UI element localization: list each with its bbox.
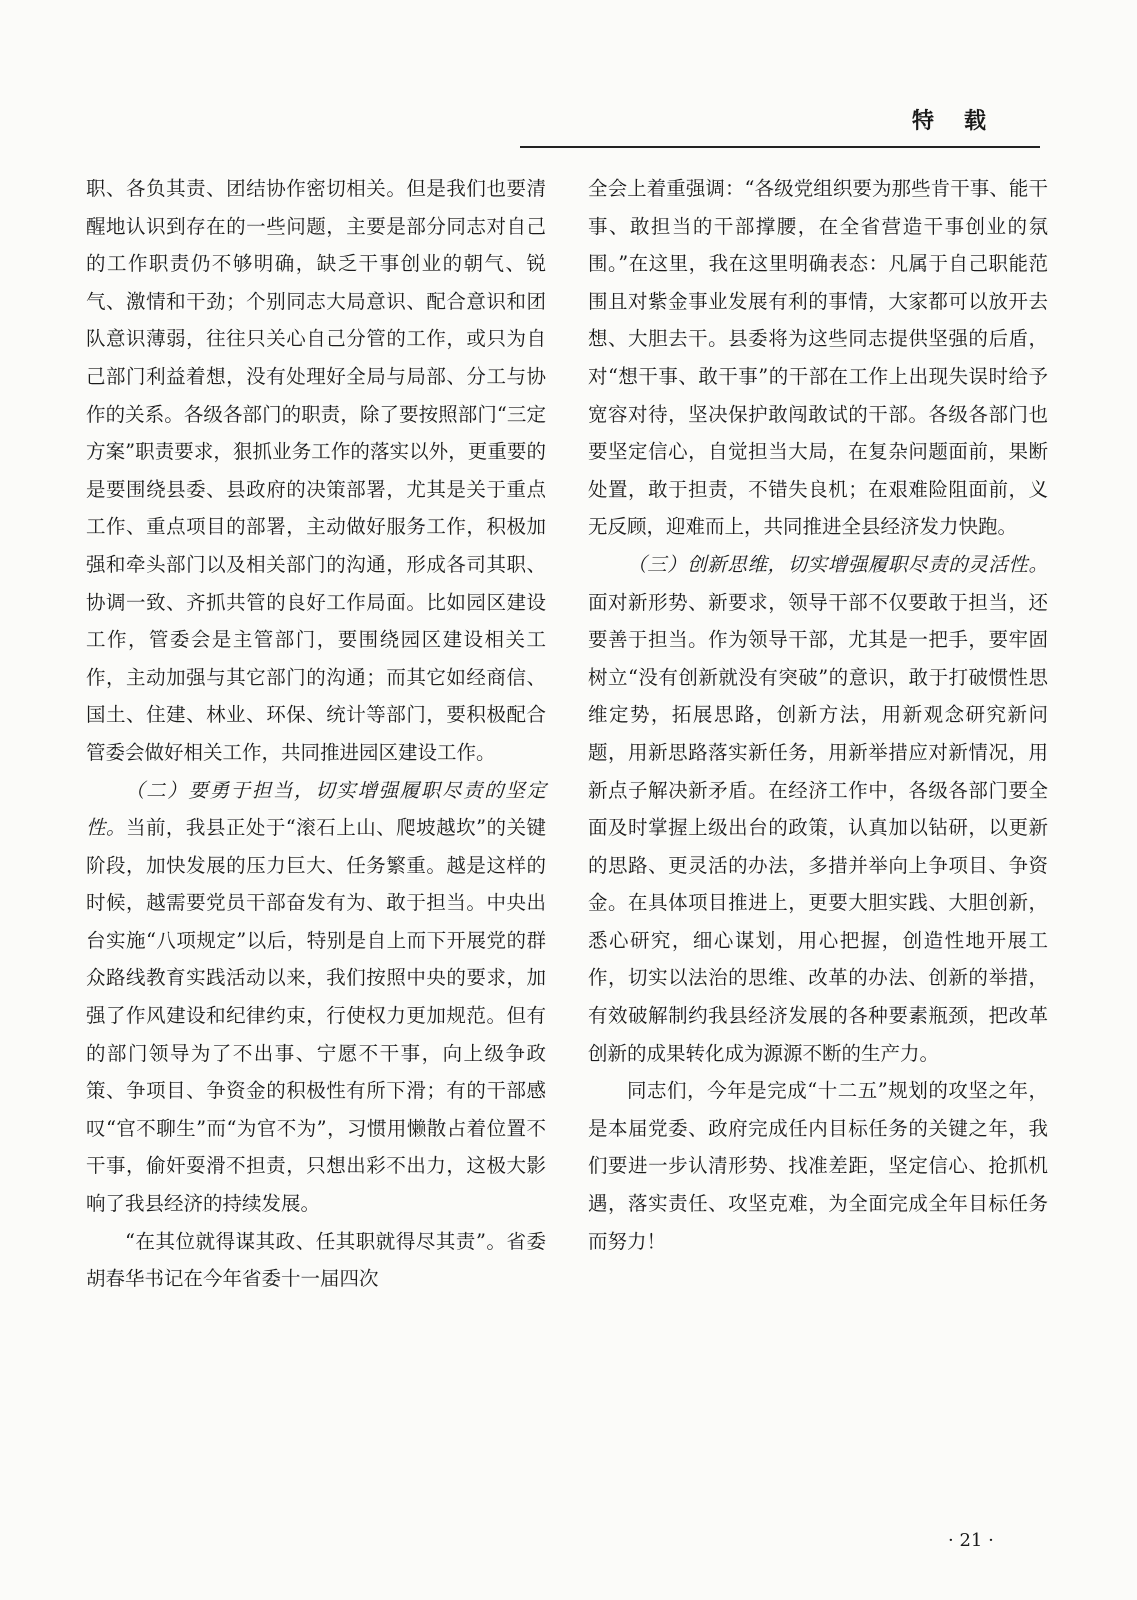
paragraph-section-two [86,772,546,1223]
paragraph-section-three [588,546,1048,1072]
right-column [588,170,1048,1260]
section-two-heading: （二）要勇于担当，切实增强履职尽责的坚定性。 [86,778,546,840]
paragraph-continued-right: 全会上着重强调：“各级党组织要为那些肯干事、能干事、敢担当的干部撑腰，在全省营造干事创业的氛围。”在这里，我在这里明确表态：凡属于自己职能范围且对紫金事业发展有利的事情，大家都可以放开去想、大胆去干。县委将为这些同志提供坚强的后盾，对“想干事、敢干事”的干部在工作上出现失误时给予宽容对待，坚决保护敢闯敢试的干部。各级各部门也要坚定信心，自觉担当大局，在复杂问题面前，果断处置，敢于担责，不错失良机；在艰难险阻面前，义无反顾，迎难而上，共同推进全县经济发力快跑。 [588,177,1048,539]
section-three-body: 面对新形势、新要求，领导干部不仅要敢于担当，还要善于担当。作为领导干部，尤其是一把手，要牢固树立“没有创新就没有突破”的意识，敢于打破惯性思维定势，拓展思路，创新方法，用新观念研究新问题，用新思路落实新任务，用新举措应对新情况，用新点子解决新矛盾。在经济工作中，各级各部门要全面及时掌握上级出台的政策，认真加以钻研，以更新的思路、更灵活的办法，多措并举向上争项目、争资金。在具体项目推进上，更要大胆实践、大胆创新，悉心研究，细心谋划，用心把握，创造性地开展工作，切实以法治的思维、改革的办法、创新的举措，有效破解制约我县经济发展的各种要素瓶颈，把改革创新的成果转化成为源源不断的生产力。 [588,590,1048,1065]
left-column [86,170,546,1298]
section-two-body: 当前，我县正处于“滚石上山、爬坡越坎”的关键阶段，加快发展的压力巨大、任务繁重。越是这样的时候，越需要党员干部奋发有为、敢于担当。中央出台实施“八项规定”以后，特别是自上而下开展党的群众路线教育实践活动以来，我们按照中央的要求，加强了作风建设和纪律约束，行使权力更加规范。但有的部门领导为了不出事、宁愿不干事，向上级争政策、争项目、争资金的积极性有所下滑；有的干部感叹“官不聊生”而“为官不为”，习惯用懒散占着位置不干事，偷奸耍滑不担责，只想出彩不出力，这极大影响了我县经济的持续发展。 [86,816,546,1216]
paragraph-closing: 同志们，今年是完成“十二五”规划的攻坚之年，是本届党委、政府完成任内目标任务的关键之年，我们要进一步认清形势、找准差距，坚定信心、抢抓机遇，落实责任、攻坚克难，为全面完成全年目标任务而努力！ [588,1079,1048,1253]
paragraph-continued: 职、各负其责、团结协作密切相关。但是我们也要清醒地认识到存在的一些问题，主要是部分同志对自己的工作职责仍不够明确，缺乏干事创业的朝气、锐气、激情和干劲；个别同志大局意识、配合意识和团队意识薄弱，往往只关心自己分管的工作，或只为自己部门利益着想，没有处理好全局与局部、分工与协作的关系。各级各部门的职责，除了要按照部门“三定方案”职责要求，狠抓业务工作的落实以外，更重要的是要围绕县委、县政府的决策部署，尤其是关于重点工作、重点项目的部署，主动做好服务工作，积极加强和牵头部门以及相关部门的沟通，形成各司其职、协调一致、齐抓共管的良好工作局面。比如园区建设工作，管委会是主管部门，要围绕园区建设相关工作，主动加强与其它部门的沟通；而其它如经商信、国土、住建、林业、环保、统计等部门，要积极配合管委会做好相关工作，共同推进园区建设工作。 [86,177,546,764]
page-number: · 21 · [948,1530,994,1551]
paragraph-quote: “在其位就得谋其政、任其职就得尽其责”。省委胡春华书记在今年省委十一届四次 [86,1229,546,1291]
section-three-heading: （三）创新思维，切实增强履职尽责的灵活性。 [627,552,1048,576]
running-header [520,104,1040,148]
section-title: 特载 [911,108,1016,134]
header-rule [520,146,1040,148]
